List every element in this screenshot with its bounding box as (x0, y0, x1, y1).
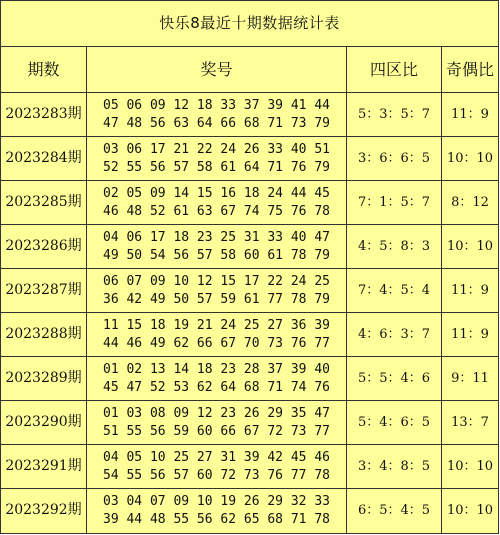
table-row (1, 401, 498, 445)
period-cell: 2023286期 (5, 238, 82, 254)
table-row (1, 137, 498, 181)
header-numbers: 奖号 (87, 47, 346, 93)
table-row (1, 445, 498, 489)
parity-cell: 10：10 (446, 503, 494, 518)
numbers-line-2: 46 48 52 61 63 67 74 75 76 78 (103, 204, 330, 219)
four-zone-cell: 5：3：5：7 (357, 107, 431, 122)
numbers-line-2: 45 47 52 53 62 64 68 71 74 76 (103, 380, 330, 395)
numbers-cell (87, 181, 346, 224)
numbers-cell (87, 137, 346, 180)
table-row (1, 489, 498, 533)
parity-cell: 8：12 (451, 195, 489, 210)
numbers-line-1: 11 15 18 19 21 24 25 27 36 39 (103, 318, 330, 333)
numbers-cell (87, 489, 346, 532)
numbers-line-1: 02 05 09 14 15 16 18 24 44 45 (103, 186, 330, 201)
numbers-line-1: 04 06 17 18 23 25 31 33 40 47 (103, 230, 330, 245)
four-zone-cell: 4：6：3：7 (357, 327, 431, 342)
numbers-cell (87, 269, 346, 312)
numbers-cell (87, 225, 346, 268)
four-zone-cell: 3：6：6：5 (357, 151, 431, 166)
parity-cell: 10：10 (446, 459, 494, 474)
period-cell: 2023291期 (5, 458, 82, 474)
period-cell: 2023290期 (5, 414, 82, 430)
numbers-cell (87, 401, 346, 444)
parity-cell: 11：9 (451, 327, 489, 342)
numbers-line-1: 03 06 17 21 22 24 26 33 40 51 (103, 142, 330, 157)
numbers-line-2: 52 55 56 57 58 61 64 71 76 79 (103, 160, 330, 175)
four-zone-cell: 4：5：8：3 (357, 239, 431, 254)
parity-cell: 9：11 (451, 371, 489, 386)
four-zone-cell: 7：1：5：7 (357, 195, 431, 210)
table-row (1, 181, 498, 225)
numbers-line-2: 51 55 56 59 60 66 67 72 73 77 (103, 424, 330, 439)
numbers-line-2: 44 46 49 62 66 67 70 73 76 77 (103, 336, 330, 351)
numbers-cell (87, 93, 346, 136)
numbers-line-2: 39 44 48 55 56 62 65 68 71 78 (103, 512, 330, 527)
numbers-line-2: 36 42 49 50 57 59 61 77 78 79 (103, 292, 330, 307)
numbers-line-1: 05 06 09 12 18 33 37 39 41 44 (103, 98, 330, 113)
table-row (1, 269, 498, 313)
period-cell: 2023284期 (5, 150, 82, 166)
table-row (1, 313, 498, 357)
header-parity: 奇偶比 (442, 47, 498, 93)
parity-cell: 13：7 (451, 415, 489, 430)
table-row (1, 93, 498, 137)
parity-cell: 10：10 (446, 151, 494, 166)
parity-cell: 11：9 (451, 107, 489, 122)
four-zone-cell: 6：5：4：5 (357, 503, 431, 518)
period-cell: 2023287期 (5, 282, 82, 298)
numbers-line-2: 49 50 54 56 57 58 60 61 78 79 (103, 248, 330, 263)
four-zone-cell: 3：4：8：5 (357, 459, 431, 474)
numbers-line-1: 06 07 09 10 12 15 17 22 24 25 (103, 274, 330, 289)
period-cell: 2023292期 (5, 502, 82, 518)
numbers-line-1: 01 02 13 14 18 23 28 37 39 40 (103, 362, 330, 377)
numbers-cell (87, 357, 346, 400)
numbers-line-1: 03 04 07 09 10 19 26 29 32 33 (103, 494, 330, 509)
four-zone-cell: 5：5：4：6 (357, 371, 431, 386)
period-cell: 2023288期 (5, 326, 82, 342)
numbers-cell (87, 313, 346, 356)
header-four-zone: 四区比 (347, 47, 441, 93)
period-cell: 2023283期 (5, 106, 82, 122)
table-title: 快乐8最近十期数据统计表 (1, 1, 498, 47)
numbers-line-2: 47 48 56 63 64 66 68 71 73 79 (103, 116, 330, 131)
numbers-cell (87, 445, 346, 488)
period-cell: 2023289期 (5, 370, 82, 386)
parity-cell: 10：10 (446, 239, 494, 254)
four-zone-cell: 7：4：5：4 (357, 283, 431, 298)
header-period: 期数 (1, 47, 86, 93)
table-row (1, 225, 498, 269)
numbers-line-1: 04 05 10 25 27 31 39 42 45 46 (103, 450, 330, 465)
table-row (1, 357, 498, 401)
numbers-line-1: 01 03 08 09 12 23 26 29 35 47 (103, 406, 330, 421)
numbers-line-2: 54 55 56 57 60 72 73 76 77 78 (103, 468, 330, 483)
four-zone-cell: 5：4：6：5 (357, 415, 431, 430)
period-cell: 2023285期 (5, 194, 82, 210)
parity-cell: 11：9 (451, 283, 489, 298)
